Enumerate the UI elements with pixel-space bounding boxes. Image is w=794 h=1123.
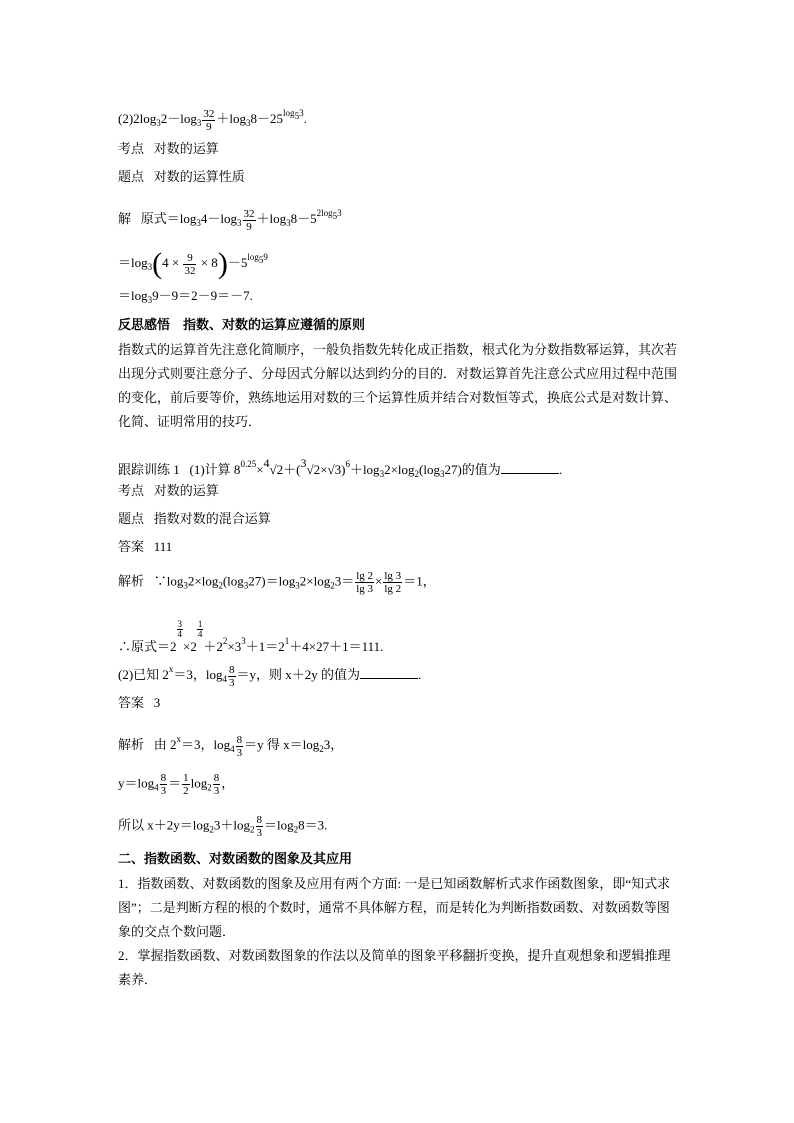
reflection-title: 反思感悟 指数、对数的运算应遵循的原则 — [118, 317, 366, 332]
solution-1-line-1: 解析 $\because\log_32\times\log_2(\log_327)=\log_32\times\log_23=$ $\frac{\lg 2}{\lg 3}$ × $\frac{\lg 3}{\lg 2}$ ＝1， — [118, 570, 436, 595]
answer-2: 答案 3 — [118, 695, 161, 710]
solution-2-line-1: 解析 由 $2^x=3$，$\log_4$ $\frac{8}{3}$ ＝y 得 $x=\log_23$， — [118, 733, 344, 759]
fraction: $\frac{32}{9}$ — [203, 107, 215, 133]
tidian-1: 题点 对数的运算性质 — [118, 169, 245, 184]
tidian-2: 题点 指数对数的混合运算 — [118, 511, 271, 526]
solution-1-line-2: ∴原式＝2 $\frac{3}{4}$ ×2 $\frac{1}{4}$ $+2^2\times 3^3+1=2^1+4\times 27+1=111$. — [118, 619, 384, 654]
solution-2-line-2: $y=\log_4$ $\frac{8}{3}$ ＝ $\frac{1}{2}$ $\log_2$ $\frac{8}{3}$ ， — [118, 772, 235, 797]
solution-2-line-3: 所以 $x+2y=\log_23+\log_2$ $\frac{8}{3}$ $=\log_28=3$. — [118, 814, 328, 839]
reflection-paragraph: 指数式的运算首先注意化简顺序，一般负指数先转化成正指数，根式化为分数指数幂运算，其次若出现分式则要注意分子、分母因式分解以达到约分的目的．对数运算首先注意公式应用过程中范围的变化，前后要等价，熟练地运用对数的三个运算性质并结合对数恒等式，换底公式是对数计算、化简、证明常用的技巧． — [118, 342, 678, 429]
section-2-paragraph-2: 2．掌握指数函数、对数函数图象的作法以及简单的图象平移翻折变换，提升直观想象和逻辑推理素养． — [118, 948, 671, 987]
exercise-1-question: 跟踪训练 1 (1)计算 $8^{0.25}\times^4√2+(^3√2\times√3)^6+\log_32\times\log_2(\log_327)$的值为 . — [118, 456, 563, 479]
answer-blank — [360, 668, 418, 679]
section-2-paragraph-1: 1．指数函数、对数函数的图象及应用有两个方面: 一是已知函数解析式求作函数图象，即“知式求图”；二是判断方程的根的个数时，通常不具体解方程，而是转化为判断指数函数、对数函数等图象的交点个数问题． — [118, 876, 671, 939]
solution-line-1: 解 原式$=\log_34-\log_3$ $\frac{32}{9}$ $+\log_38-5^{2log_53}$ — [118, 207, 342, 233]
section-2-title: 二、指数函数、对数函数的图象及其应用 — [118, 851, 353, 866]
solution-line-2: $=\log_3(4$ × $\frac{9}{32}$ × $8)-5^{log_59}$ — [118, 247, 268, 281]
exercise-1-question-2: (2)已知 $2^x=3$，$\log_4$ $\frac{8}{3}$ ＝y，则 x＋2y 的值为 . — [118, 663, 422, 689]
answer-1: 答案 111 — [118, 539, 173, 554]
kaodian-2: 考点 对数的运算 — [118, 483, 219, 498]
problem-2-expression: $(2)2\log_32-\log_3$ $\frac{32}{9}$ $+\log_38-25^{log_53}$. — [118, 107, 307, 133]
solution-line-3: $=\log_39-9=2-9=-7$. — [118, 288, 253, 305]
kaodian-1: 考点 对数的运算 — [118, 141, 219, 156]
answer-blank — [501, 463, 559, 474]
